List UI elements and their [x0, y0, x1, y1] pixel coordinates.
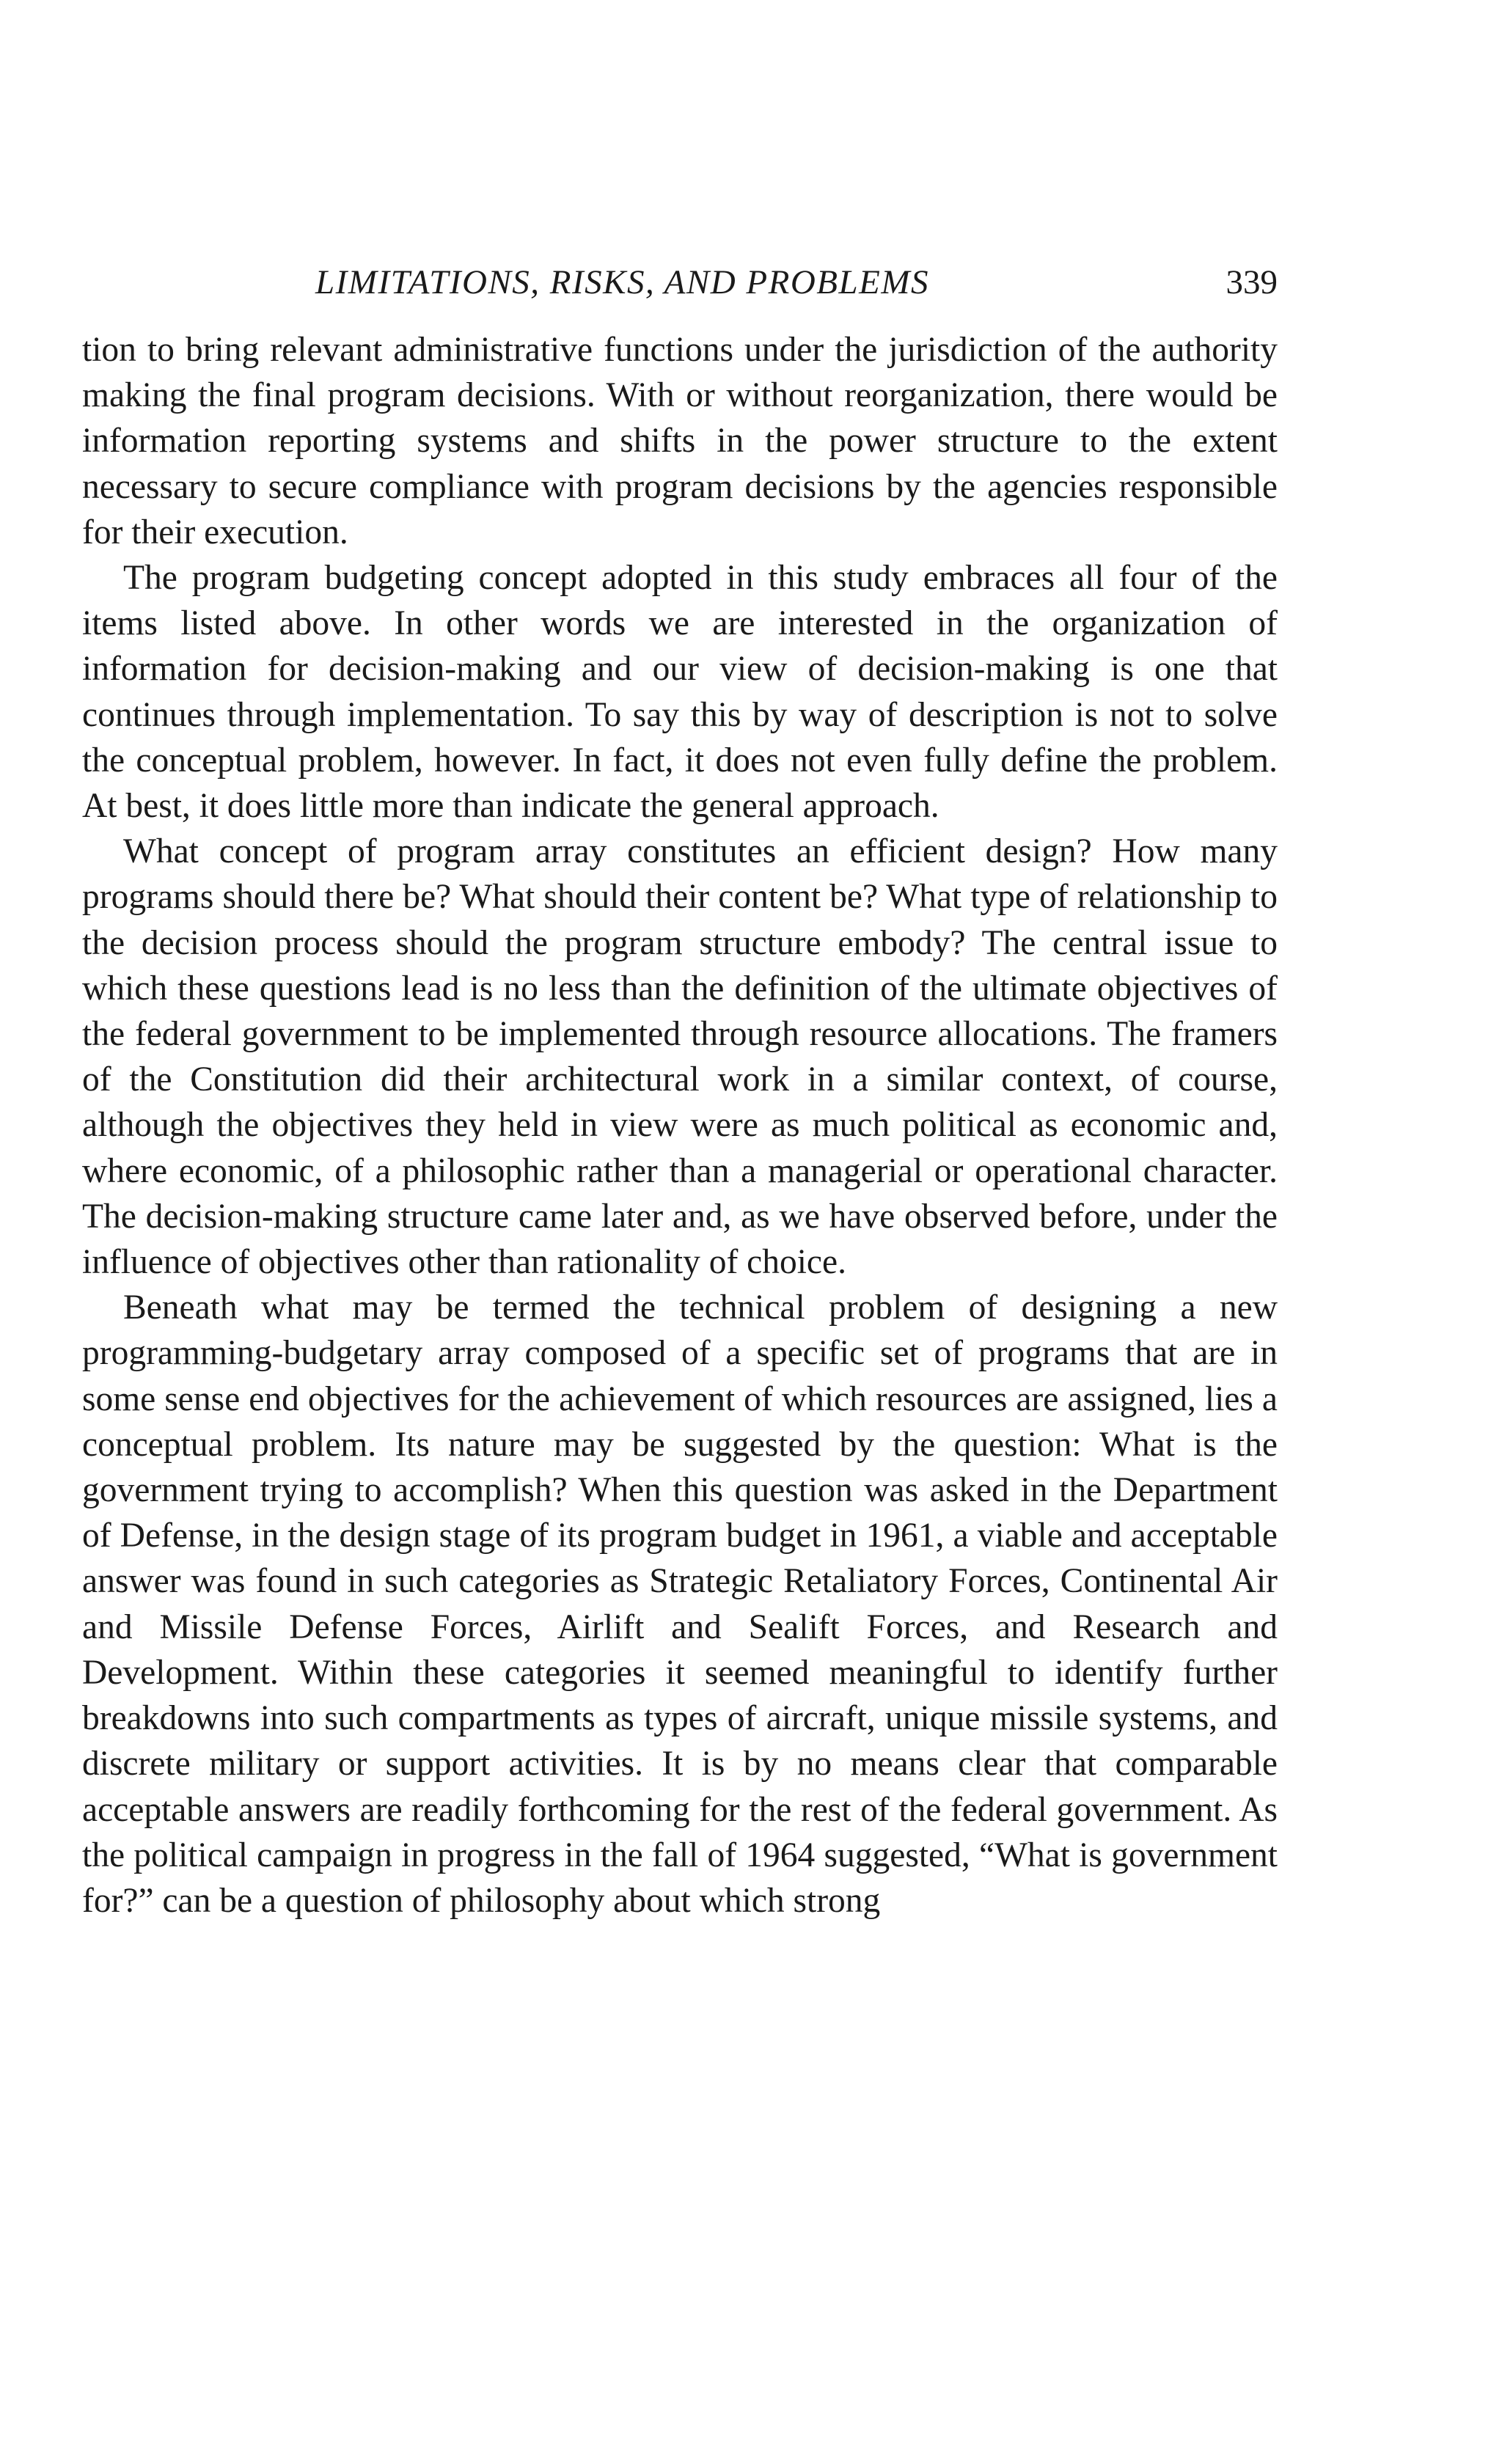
paragraph-continued: tion to bring relevant administrative functions under the jurisdiction of the authority making the final program decisions. With or without reorganization, there would be information reporting systems and shifts in the power structure to the extent necessary to secure compliance with program decisions by the agencies responsible for their execution.	[82, 331, 1278, 551]
page-number: 339	[1226, 263, 1278, 301]
paragraph-conceptual-problem: Beneath what may be termed the technical problem of designing a new programming-budgetary array composed of a specific set of programs that are in some sense end objectives for the achievement of which resources are assigned, lies a conceptual problem. Its nature may be suggested by the question: What is the government trying to accomplish? When this question was asked in the Department of Defense, in the design stage of its program budget in 1961, a viable and acceptable answer was found in such categories as Strategic Retaliatory Forces, Continental Air and Missile Defense Forces, Airlift and Sealift Forces, and Research and Development. Within these categories it seemed meaningful to identify further breakdowns into such compartments as types of aircraft, unique missile systems, and discrete military or support activities. It is by no means clear that comparable acceptable answers are readily forthcoming for the rest of the federal government. As the political campaign in progress in the fall of 1964 suggested, “What is government for?” can be a question of philosophy about which strong	[82, 1288, 1278, 1920]
running-head	[82, 249, 1278, 315]
book-page	[82, 249, 1278, 1924]
body-text	[82, 327, 1278, 1924]
paragraph-program-budgeting-concept: The program budgeting concept adopted in this study embraces all four of the items listed above. In other words we are interested in the organization of information for decision-making and our view of decision-making is one that continues through implementation. To say this by way of description is not to solve the conceptual problem, however. In fact, it does not even fully define the problem. At best, it does little more than indicate the general approach.	[82, 559, 1278, 826]
running-title: LIMITATIONS, RISKS, AND PROBLEMS	[315, 263, 929, 301]
paragraph-program-array-design: What concept of program array constitutes an efficient design? How many programs should there be? What should their content be? What type of relationship to the decision process should the program structure embody? The central issue to which these questions lead is no less than the definition of the ultimate objectives of the federal government to be implemented through resource allocations. The framers of the Constitution did their architectural work in a similar context, of course, although the objectives they held in view were as much political as economic and, where economic, of a philosophic rather than a managerial or operational character. The decision-making structure came later and, as we have observed before, under the influence of objectives other than rationality of choice.	[82, 832, 1278, 1282]
